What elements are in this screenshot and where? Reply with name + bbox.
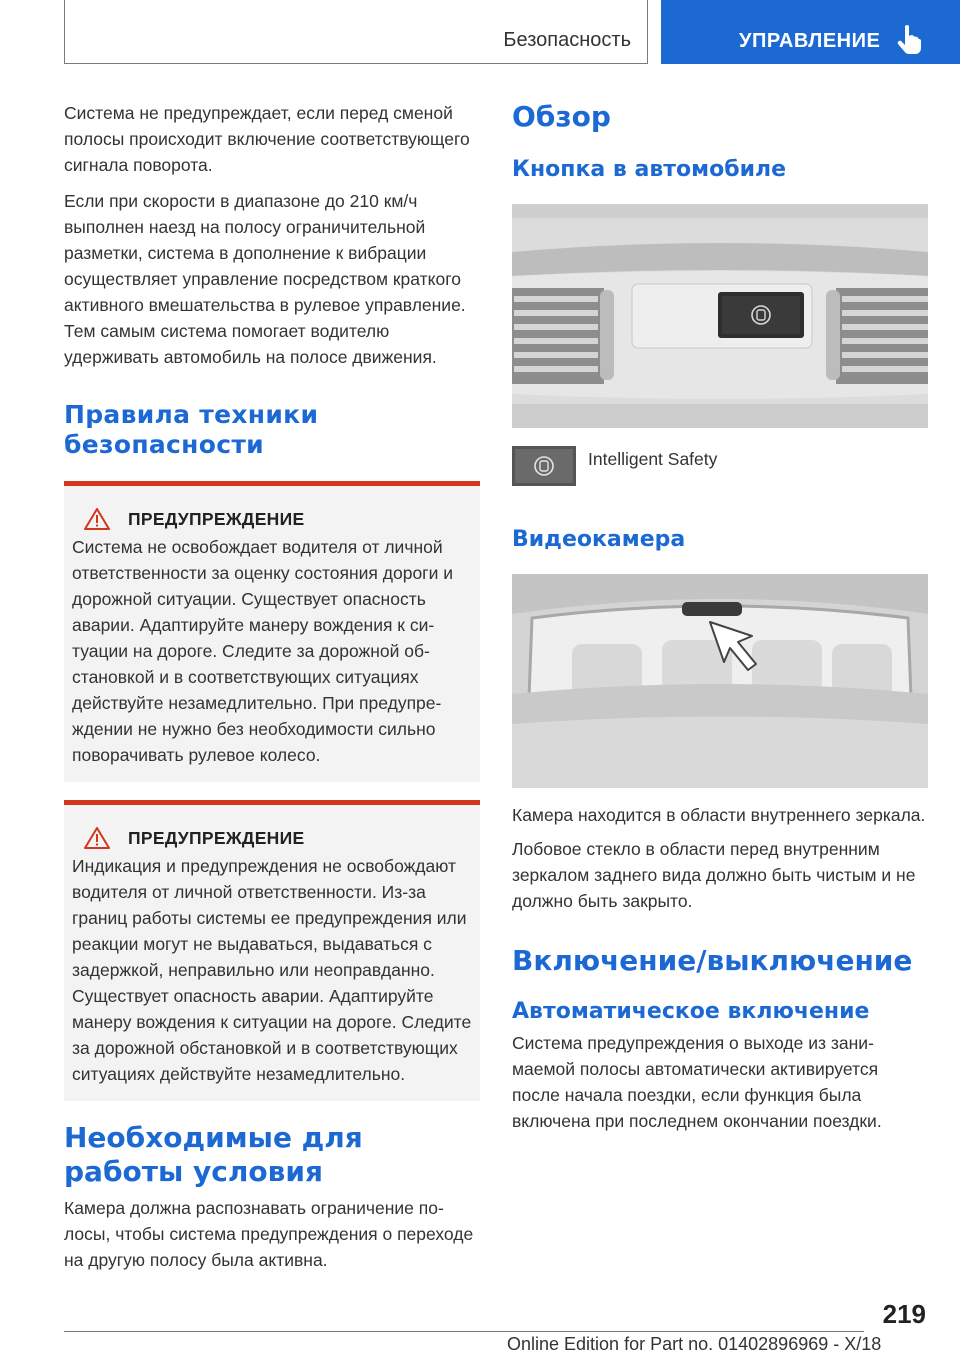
overview-heading: Обзор (512, 100, 611, 133)
hand-pointer-icon (897, 24, 923, 54)
warning-box-2 (64, 800, 480, 1101)
dashboard-button-photo (512, 204, 928, 428)
camera-paragraph-1: Камера находится в области внутреннего зеркала. (512, 805, 926, 825)
page-number: 219 (882, 1299, 926, 1329)
warning-text-1: Система не освобождает водителя от личной ответственности за оценку состояния дороги и дорожной ситуации. Существует опасность аварии. Адаптируйте манеру вождения к ситуации на дороге. Следите за дорожной обстановкой и в соответствующих ситуациях действуйте незамедлительно. При предупреждении не нужно без необходимости сильно поворачивать рулевое колесо. (72, 537, 453, 765)
camera-heading: Видеокамера (512, 527, 686, 552)
intelligent-safety-label: Intelligent Safety (588, 449, 718, 469)
warning-text-2: Индикация и предупреждения не освобождают водителя от личной ответственности. Из-за границ работы системы ее предупреждения или реакции могут не выдаваться, выдаваться с задержкой, неправильно или неоправданно. Существует опасность аварии. Адаптируйте манеру вождения к ситуации на дороге. Следите за дорожной обстановкой и в соответствующих ситуациях действуйте незамедлительно. (72, 856, 472, 1084)
footer-rule (64, 1331, 864, 1332)
right-column (512, 100, 928, 1134)
on-off-heading: Включение/выключение (512, 944, 913, 977)
camera-location-photo (512, 574, 928, 788)
header-chapter-label: УПРАВЛЕНИЕ (739, 30, 881, 52)
left-column (64, 100, 480, 1273)
button-legend-row (512, 446, 928, 486)
auto-activation-paragraph: Система предупреждения о выходе из занимаемой полосы автоматически активируется после начала поездки, если функция была включена при последнем окончании поездки. (512, 1033, 882, 1131)
warning-box-1 (64, 481, 480, 782)
auto-activation-heading: Автоматическое включение (512, 999, 870, 1024)
warning-title-2: ПРЕДУПРЕЖДЕНИЕ (128, 827, 305, 848)
conditions-heading: Необходимые для работы условия (64, 1121, 363, 1188)
intro-paragraph-2: Если при скорости в диапазоне до 210 км/ч выполнен наезд на полосу ограничительной разметки, система в дополнение к вибрации осуществляет управление посредством краткого активного вмешательства в рулевое управление. Тем самым система помогает водителю удерживать автомобиль на полосе движения. (64, 191, 466, 367)
button-heading: Кнопка в автомобиле (512, 157, 787, 182)
header-frame (64, 0, 648, 64)
header-section-title: Безопасность (503, 29, 631, 51)
footer-edition: Online Edition for Part no. 01402896969 - X/18 (507, 1334, 882, 1354)
safety-heading: Правила техники безопасности (64, 400, 319, 459)
conditions-paragraph: Камера должна распознавать ограничение полосы, чтобы система предупреждения о переходе на другую полосу была активна. (64, 1198, 474, 1270)
intro-paragraph-1: Система не предупреждает, если перед сменой полосы происходит включение соответствующего сигнала поворота. (64, 103, 470, 175)
warning-title-1: ПРЕДУПРЕЖДЕНИЕ (128, 508, 305, 529)
intelligent-safety-button-icon (512, 446, 576, 486)
warning-triangle-icon (84, 827, 110, 849)
camera-paragraph-2: Лобовое стекло в области перед внутренним зеркалом заднего вида должно быть чистым и не должно быть закрыто. (512, 839, 916, 911)
header-chapter-tab[interactable] (661, 0, 960, 64)
warning-triangle-icon (84, 508, 110, 530)
